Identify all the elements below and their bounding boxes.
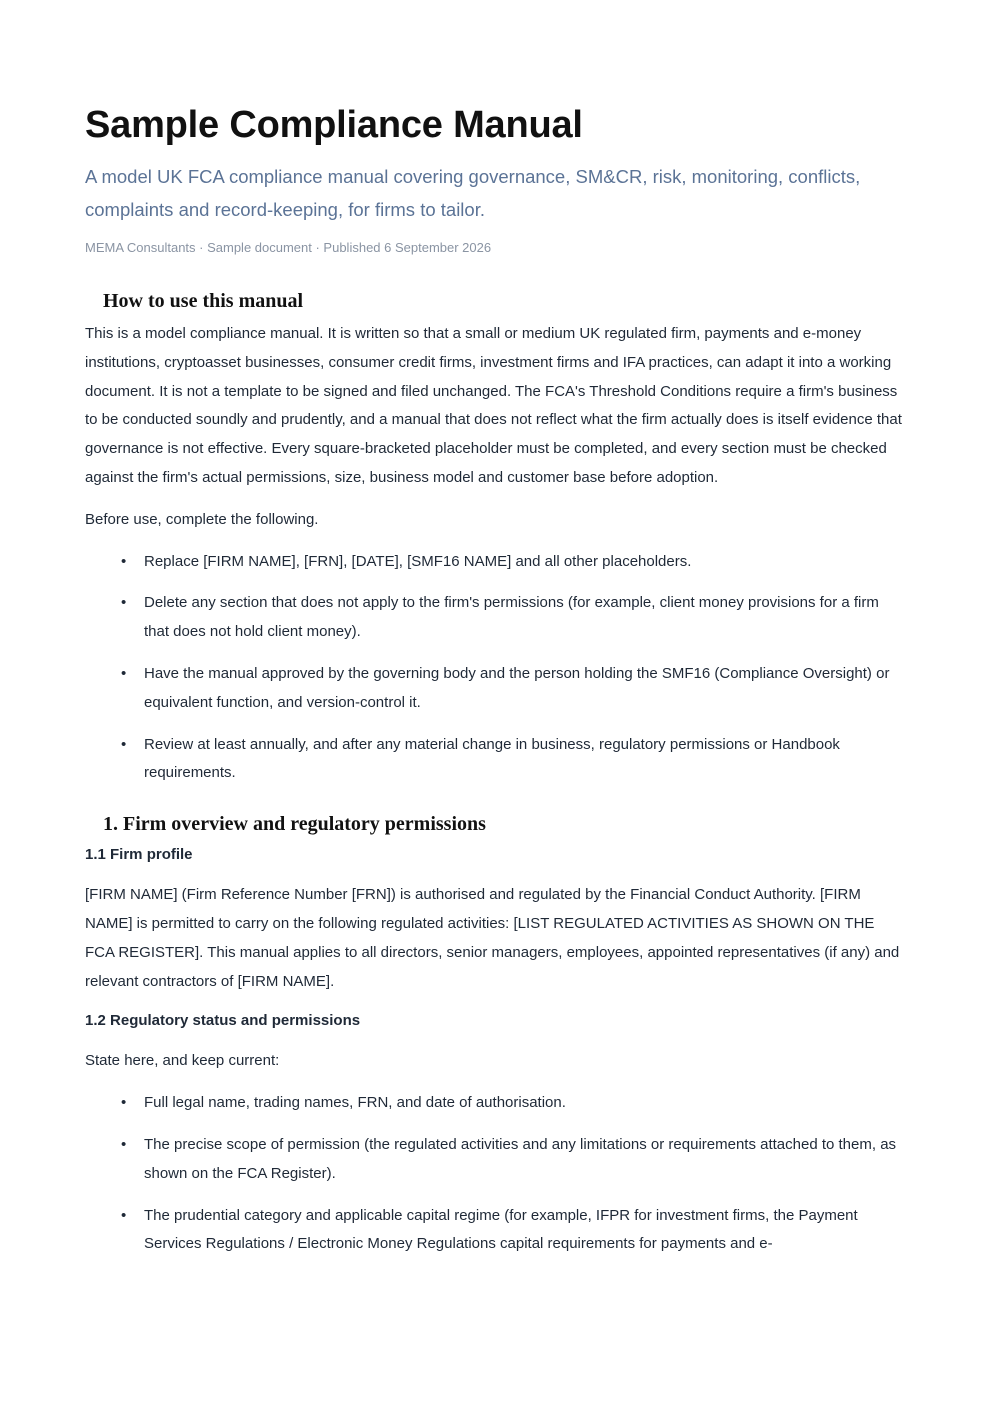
list-item-text: Have the manual approved by the governing body and the person holding the SMF16 (Compliance Oversight) or equivalent function, and version-control it. — [144, 664, 890, 711]
document-title: Sample Compliance Manual — [85, 104, 583, 146]
list-item-text: The precise scope of permission (the regulated activities and any limitations or requirements attached to them, as shown on the FCA Register). — [144, 1135, 897, 1182]
list-item — [85, 731, 907, 789]
list-item-text: Delete any section that does not apply to the firm's permissions (for example, client money provisions for a firm that does not hold client money). — [144, 594, 879, 641]
list-item — [85, 1131, 907, 1189]
how-to-use-lead: Before use, complete the following. — [85, 510, 319, 528]
list-item — [85, 660, 907, 718]
list-item-text: Review at least annually, and after any material change in business, regulatory permissions or Handbook requirements. — [144, 735, 840, 782]
document-meta: MEMA Consultants · Sample document · Published 6 September 2026 — [85, 240, 492, 255]
bullet-icon: • — [121, 552, 127, 570]
list-item — [85, 548, 907, 577]
bullet-icon: • — [121, 1094, 127, 1112]
how-to-use-list — [85, 548, 907, 789]
bullet-icon: • — [121, 735, 127, 753]
subsection-heading-regulatory-status: 1.2 Regulatory status and permissions — [85, 1012, 361, 1030]
list-item — [85, 1089, 907, 1118]
list-item-text: Full legal name, trading names, FRN, and date of authorisation. — [144, 1094, 566, 1112]
list-item — [85, 1202, 907, 1260]
section-heading-how-to-use: How to use this manual — [103, 290, 304, 312]
section-heading-firm-overview: 1. Firm overview and regulatory permissions — [103, 813, 486, 836]
bullet-icon: • — [121, 1206, 127, 1224]
document-subtitle: A model UK FCA compliance manual covering governance, SM&CR, risk, monitoring, conflicts, complaints and record-keeping, for firms to tailor. — [85, 166, 861, 220]
bullet-icon: • — [121, 594, 127, 612]
firm-profile-text: [FIRM NAME] (Firm Reference Number [FRN]) is authorised and regulated by the Financial Conduct Authority. [FIRM NAME] is permitted to carry on the following regulated activities: [LIST REGULATED ACTIVITIES AS SHOWN ON THE FCA REGISTER]. This manual applies to all directors, senior managers, employees, appointed representatives (if any) and relevant contractors of [FIRM NAME]. — [85, 886, 900, 990]
regulatory-status-list — [85, 1089, 907, 1259]
how-to-use-intro: This is a model compliance manual. It is written so that a small or medium UK regulated firm, payments and e-money institutions, cryptoasset businesses, consumer credit firms, investment firms and IFA practices, can adapt it into a working document. It is not a template to be signed and filed unchanged. The FCA's Threshold Conditions require a firm's business to be conducted soundly and prudently, and a manual that does not reflect what the firm actually does is itself evidence that governance is not effective. Every square-bracketed placeholder must be completed, and every section must be checked against the firm's actual permissions, size, business model and customer base before adoption. — [85, 325, 902, 486]
subsection-heading-firm-profile: 1.1 Firm profile — [85, 846, 193, 864]
bullet-icon: • — [121, 1135, 127, 1153]
bullet-icon: • — [121, 664, 127, 682]
regulatory-status-lead: State here, and keep current: — [85, 1052, 280, 1070]
list-item-text: The prudential category and applicable capital regime (for example, IFPR for investment firms, the Payment Services Regulations / Electronic Money Regulations capital requirements for payments and e- — [144, 1206, 858, 1253]
document-page — [85, 100, 907, 1272]
list-item-text: Replace [FIRM NAME], [FRN], [DATE], [SMF16 NAME] and all other placeholders. — [144, 552, 692, 570]
list-item — [85, 589, 907, 647]
